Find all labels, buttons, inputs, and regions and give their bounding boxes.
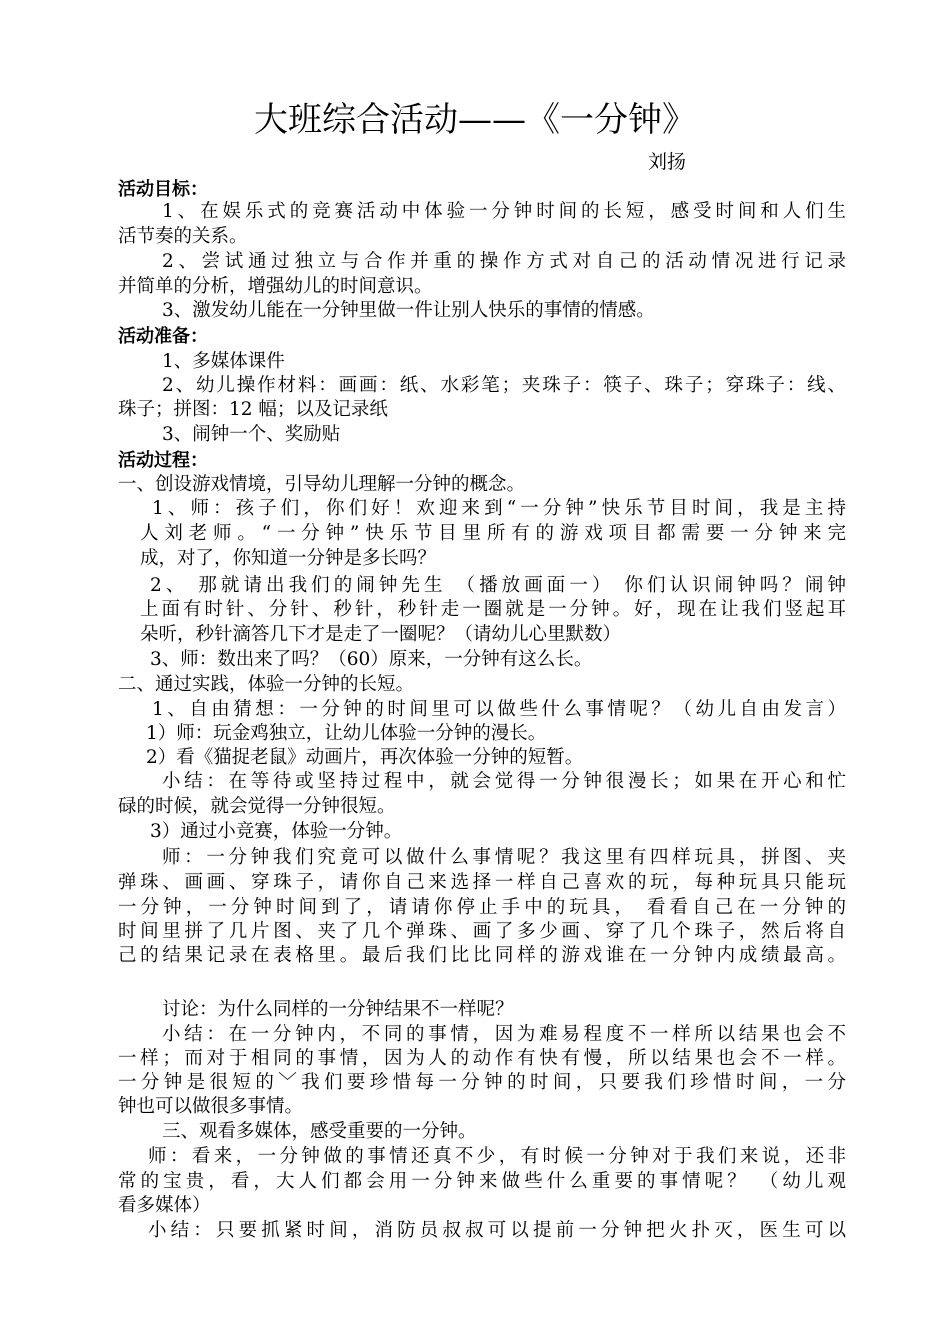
body-text-line: 看多媒体） bbox=[118, 1195, 211, 1216]
body-text-line: 常的宝贵，看，大人们都会用一分钟来做些什么重要的事情呢？ （幼儿观 bbox=[118, 1171, 846, 1192]
body-text-line: 成，对了，你知道一分钟是多长吗？ bbox=[140, 548, 437, 569]
body-text-line: 1、在娱乐式的竞赛活动中体验一分钟时间的长短，感受时间和人们生 bbox=[162, 201, 846, 222]
section-heading: 活动目标： bbox=[118, 179, 208, 200]
body-text-line: 一样；而对于相同的事情，因为人的动作有快有慢，所以结果也会不一样。 bbox=[118, 1048, 846, 1069]
body-text-line: 碌的时候，就会觉得一分钟很短。 bbox=[118, 796, 396, 817]
body-text-line: 一分钟是很短的﹀我们要珍惜每一分钟的时间，只要我们珍惜时间，一分 bbox=[118, 1072, 846, 1093]
body-text-line: 人刘老师。“一分钟”快乐节目里所有的游戏项目都需要一分钟来完 bbox=[140, 523, 846, 544]
body-text-line: 小结：在等待或坚持过程中，就会觉得一分钟很漫长；如果在开心和忙 bbox=[162, 771, 846, 792]
author-name: 刘扬 bbox=[648, 151, 687, 173]
body-text-line: 三、观看多媒体，感受重要的一分钟。 bbox=[162, 1121, 477, 1142]
body-text-line: 讨论：为什么同样的一分钟结果不一样呢？ bbox=[162, 999, 514, 1020]
body-text-line: 己的结果记录在表格里。最后我们比比同样的游戏谁在一分钟内成绩最高。 bbox=[118, 945, 846, 966]
body-text-line: 珠子；拼图：12 幅；以及记录纸 bbox=[118, 399, 388, 420]
body-text-line: 钟也可以做很多事情。 bbox=[118, 1096, 304, 1117]
body-text-line: 并简单的分析，增强幼儿的时间意识。 bbox=[118, 276, 433, 297]
body-text-line: 师：一分钟我们究竟可以做什么事情呢？我这里有四样玩具，拼图、夹 bbox=[162, 847, 846, 868]
body-text-line: 1、师：孩子们，你们好！欢迎来到“一分钟”快乐节目时间，我是主持 bbox=[152, 498, 846, 519]
body-text-line: 小结：只要抓紧时间，消防员叔叔可以提前一分钟把火扑灭，医生可以 bbox=[148, 1220, 846, 1241]
body-text-line: 1）师：玩金鸡独立，让幼儿体验一分钟的漫长。 bbox=[146, 723, 547, 744]
body-text-line: 一分钟，一分钟时间到了，请请你停止手中的玩具， 看看自己在一分钟的 bbox=[118, 897, 846, 918]
body-text-line: 3、激发幼儿能在一分钟里做一件让别人快乐的事情的情感。 bbox=[162, 300, 655, 321]
body-text-line: 3）通过小竞赛，体验一分钟。 bbox=[150, 821, 403, 842]
body-text-line: 师：看来，一分钟做的事情还真不少，有时候一分钟对于我们来说，还非 bbox=[148, 1146, 846, 1167]
body-text-line: 3、师：数出来了吗？（60）原来，一分钟有这么长。 bbox=[150, 649, 593, 670]
body-text-line: 上面有时针、分针、秒针，秒针走一圈就是一分钟。好，现在让我们竖起耳 bbox=[140, 599, 846, 620]
body-text-line: 1、自由猜想：一分钟的时间里可以做些什么事情呢？（幼儿自由发言） bbox=[152, 699, 846, 720]
section-heading: 活动过程： bbox=[118, 450, 208, 471]
body-text-line: 2、 那就请出我们的闹钟先生 （播放画面一） 你们认识闹钟吗？闹钟 bbox=[150, 575, 846, 596]
body-text-line: 弹珠、画画、穿珠子，请你自己来选择一样自己喜欢的玩，每种玩具只能玩 bbox=[118, 872, 846, 893]
body-text-line: 朵听，秒针滴答几下才是走了一圈呢？（请幼儿心里默数） bbox=[140, 624, 622, 645]
section-heading: 活动准备： bbox=[118, 326, 208, 347]
body-text-line: 2、尝试通过独立与合作并重的操作方式对自己的活动情况进行记录 bbox=[162, 251, 846, 272]
body-text-line: 3、闹钟一个、奖励贴 bbox=[162, 424, 341, 445]
body-text-line: 时间里拼了几片图、夹了几个弹珠、画了多少画、穿了几个珠子，然后将自 bbox=[118, 921, 846, 942]
body-text-line: 一、创设游戏情境，引导幼儿理解一分钟的概念。 bbox=[118, 474, 526, 495]
body-text-line: 1、多媒体课件 bbox=[162, 351, 285, 372]
body-text-line: 2、幼儿操作材料：画画：纸、水彩笔；夹珠子：筷子、珠子；穿珠子：线、 bbox=[162, 375, 846, 396]
body-text-line: 活节奏的关系。 bbox=[118, 226, 248, 247]
body-text-line: 二、通过实践，体验一分钟的长短。 bbox=[118, 674, 415, 695]
body-text-line: 2）看《猫捉老鼠》动画片，再次体验一分钟的短暂。 bbox=[146, 747, 584, 768]
document-title: 大班综合活动——《一分钟》 bbox=[254, 100, 696, 140]
body-text-line: 小结：在一分钟内，不同的事情，因为难易程度不一样所以结果也会不 bbox=[162, 1024, 846, 1045]
